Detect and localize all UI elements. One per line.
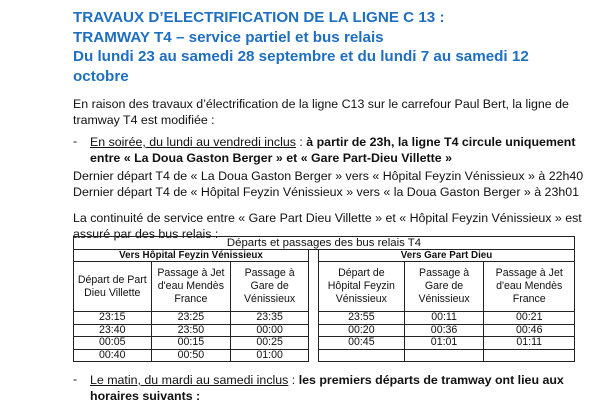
timetable-right	[318, 249, 575, 362]
heading-line-2: TRAMWAY T4 – service partiel et bus relais	[73, 28, 384, 46]
evening-bold-text: à partir de 23h, la ligne T4 circule uniquement entre « La Doua Gaston Berger » et « Gare Part-Dieu Villette »	[90, 135, 576, 165]
notice-heading	[73, 8, 593, 86]
morning-colon: :	[288, 373, 299, 387]
table-cell	[484, 349, 575, 362]
table-row	[319, 312, 575, 325]
table-cell: 23:35	[231, 312, 309, 325]
left-header: Passage à Jet d'eau Mendès France	[151, 262, 231, 312]
table-cell: 23:50	[151, 324, 231, 337]
table-row	[319, 349, 575, 362]
table-cell: 00:46	[484, 324, 575, 337]
table-cell: 00:15	[151, 337, 231, 350]
table-cell: 00:45	[319, 337, 405, 350]
last-departures	[73, 168, 583, 200]
table-cell: 23:25	[151, 312, 231, 325]
table-row	[74, 349, 309, 362]
evening-section	[90, 134, 590, 166]
table-cell: 01:01	[404, 337, 484, 350]
left-header: Passage à Gare de Vénissieux	[231, 262, 309, 312]
timetable-left	[73, 249, 309, 362]
table-cell: 00:05	[74, 337, 152, 350]
heading-line-1: TRAVAUX D’ELECTRIFICATION DE LA LIGNE C 13 :	[73, 9, 445, 26]
table-row	[74, 337, 309, 350]
left-direction-title: Vers Hôpital Feyzin Vénissieux	[74, 250, 309, 262]
table-cell: 00:25	[231, 337, 309, 350]
evening-label: En soirée, du lundi au vendredi inclus	[90, 135, 296, 149]
table-cell: 23:15	[74, 312, 152, 325]
morning-bold-text: les premiers départs de tramway ont lieu aux horaires suivants :	[90, 373, 564, 402]
table-cell: 00:50	[151, 349, 231, 362]
morning-section	[90, 372, 590, 402]
table-cell: 00:20	[319, 324, 405, 337]
table-cell: 00:36	[404, 324, 484, 337]
table-row	[319, 337, 575, 350]
morning-label: Le matin, du mardi au samedi inclus	[90, 373, 289, 387]
bullet-dash: -	[73, 134, 78, 148]
left-header: Départ de Part Dieu Villette	[74, 262, 152, 312]
heading-line-4: octobre	[73, 67, 129, 85]
table-row	[319, 324, 575, 337]
table-cell: 01:00	[231, 349, 309, 362]
table-row	[74, 324, 309, 337]
continuity-paragraph: La continuité de service entre « Gare Part Dieu Villette » et « Hôpital Feyzin Vénissieux » est assuré par des bus relais :	[73, 211, 582, 241]
table-cell: 23:55	[319, 312, 405, 325]
table-cell: 00:11	[404, 312, 484, 325]
table-cell: 00:40	[74, 349, 152, 362]
table-row	[74, 312, 309, 325]
intro-paragraph: En raison des travaux d’électrification de la ligne C13 sur le carrefour Paul Bert, la ligne de tramway T4 est modifiée :	[73, 97, 569, 127]
table-cell: 00:21	[484, 312, 575, 325]
evening-colon: :	[295, 135, 307, 149]
table-cell: 00:00	[231, 324, 309, 337]
right-header: Passage à Jet d'eau Mendès France	[484, 262, 575, 312]
right-direction-title: Vers Gare Part Dieu	[319, 250, 575, 262]
table-cell	[319, 349, 405, 362]
heading-line-3: Du lundi 23 au samedi 28 septembre et du lundi 7 au samedi 12	[73, 48, 529, 65]
right-header: Passage à Gare de Vénissieux	[404, 262, 484, 312]
last-departure-2: Dernier départ T4 de « Hôpital Feyzin Vénissieux » vers « la Doua Gaston Berger » à 23h01	[73, 185, 580, 199]
timetable-title: Départs et passages des bus relais T4	[73, 236, 575, 250]
right-header: Départ de Hôpital Feyzin Vénissieux	[319, 262, 405, 312]
table-cell: 01:11	[484, 337, 575, 350]
table-cell	[404, 349, 484, 362]
table-cell: 23:40	[74, 324, 152, 337]
last-departure-1: Dernier départ T4 de « La Doua Gaston Berger » vers « Hôpital Feyzin Vénissieux » à 22h40	[73, 169, 584, 183]
bullet-dash: -	[73, 372, 78, 386]
